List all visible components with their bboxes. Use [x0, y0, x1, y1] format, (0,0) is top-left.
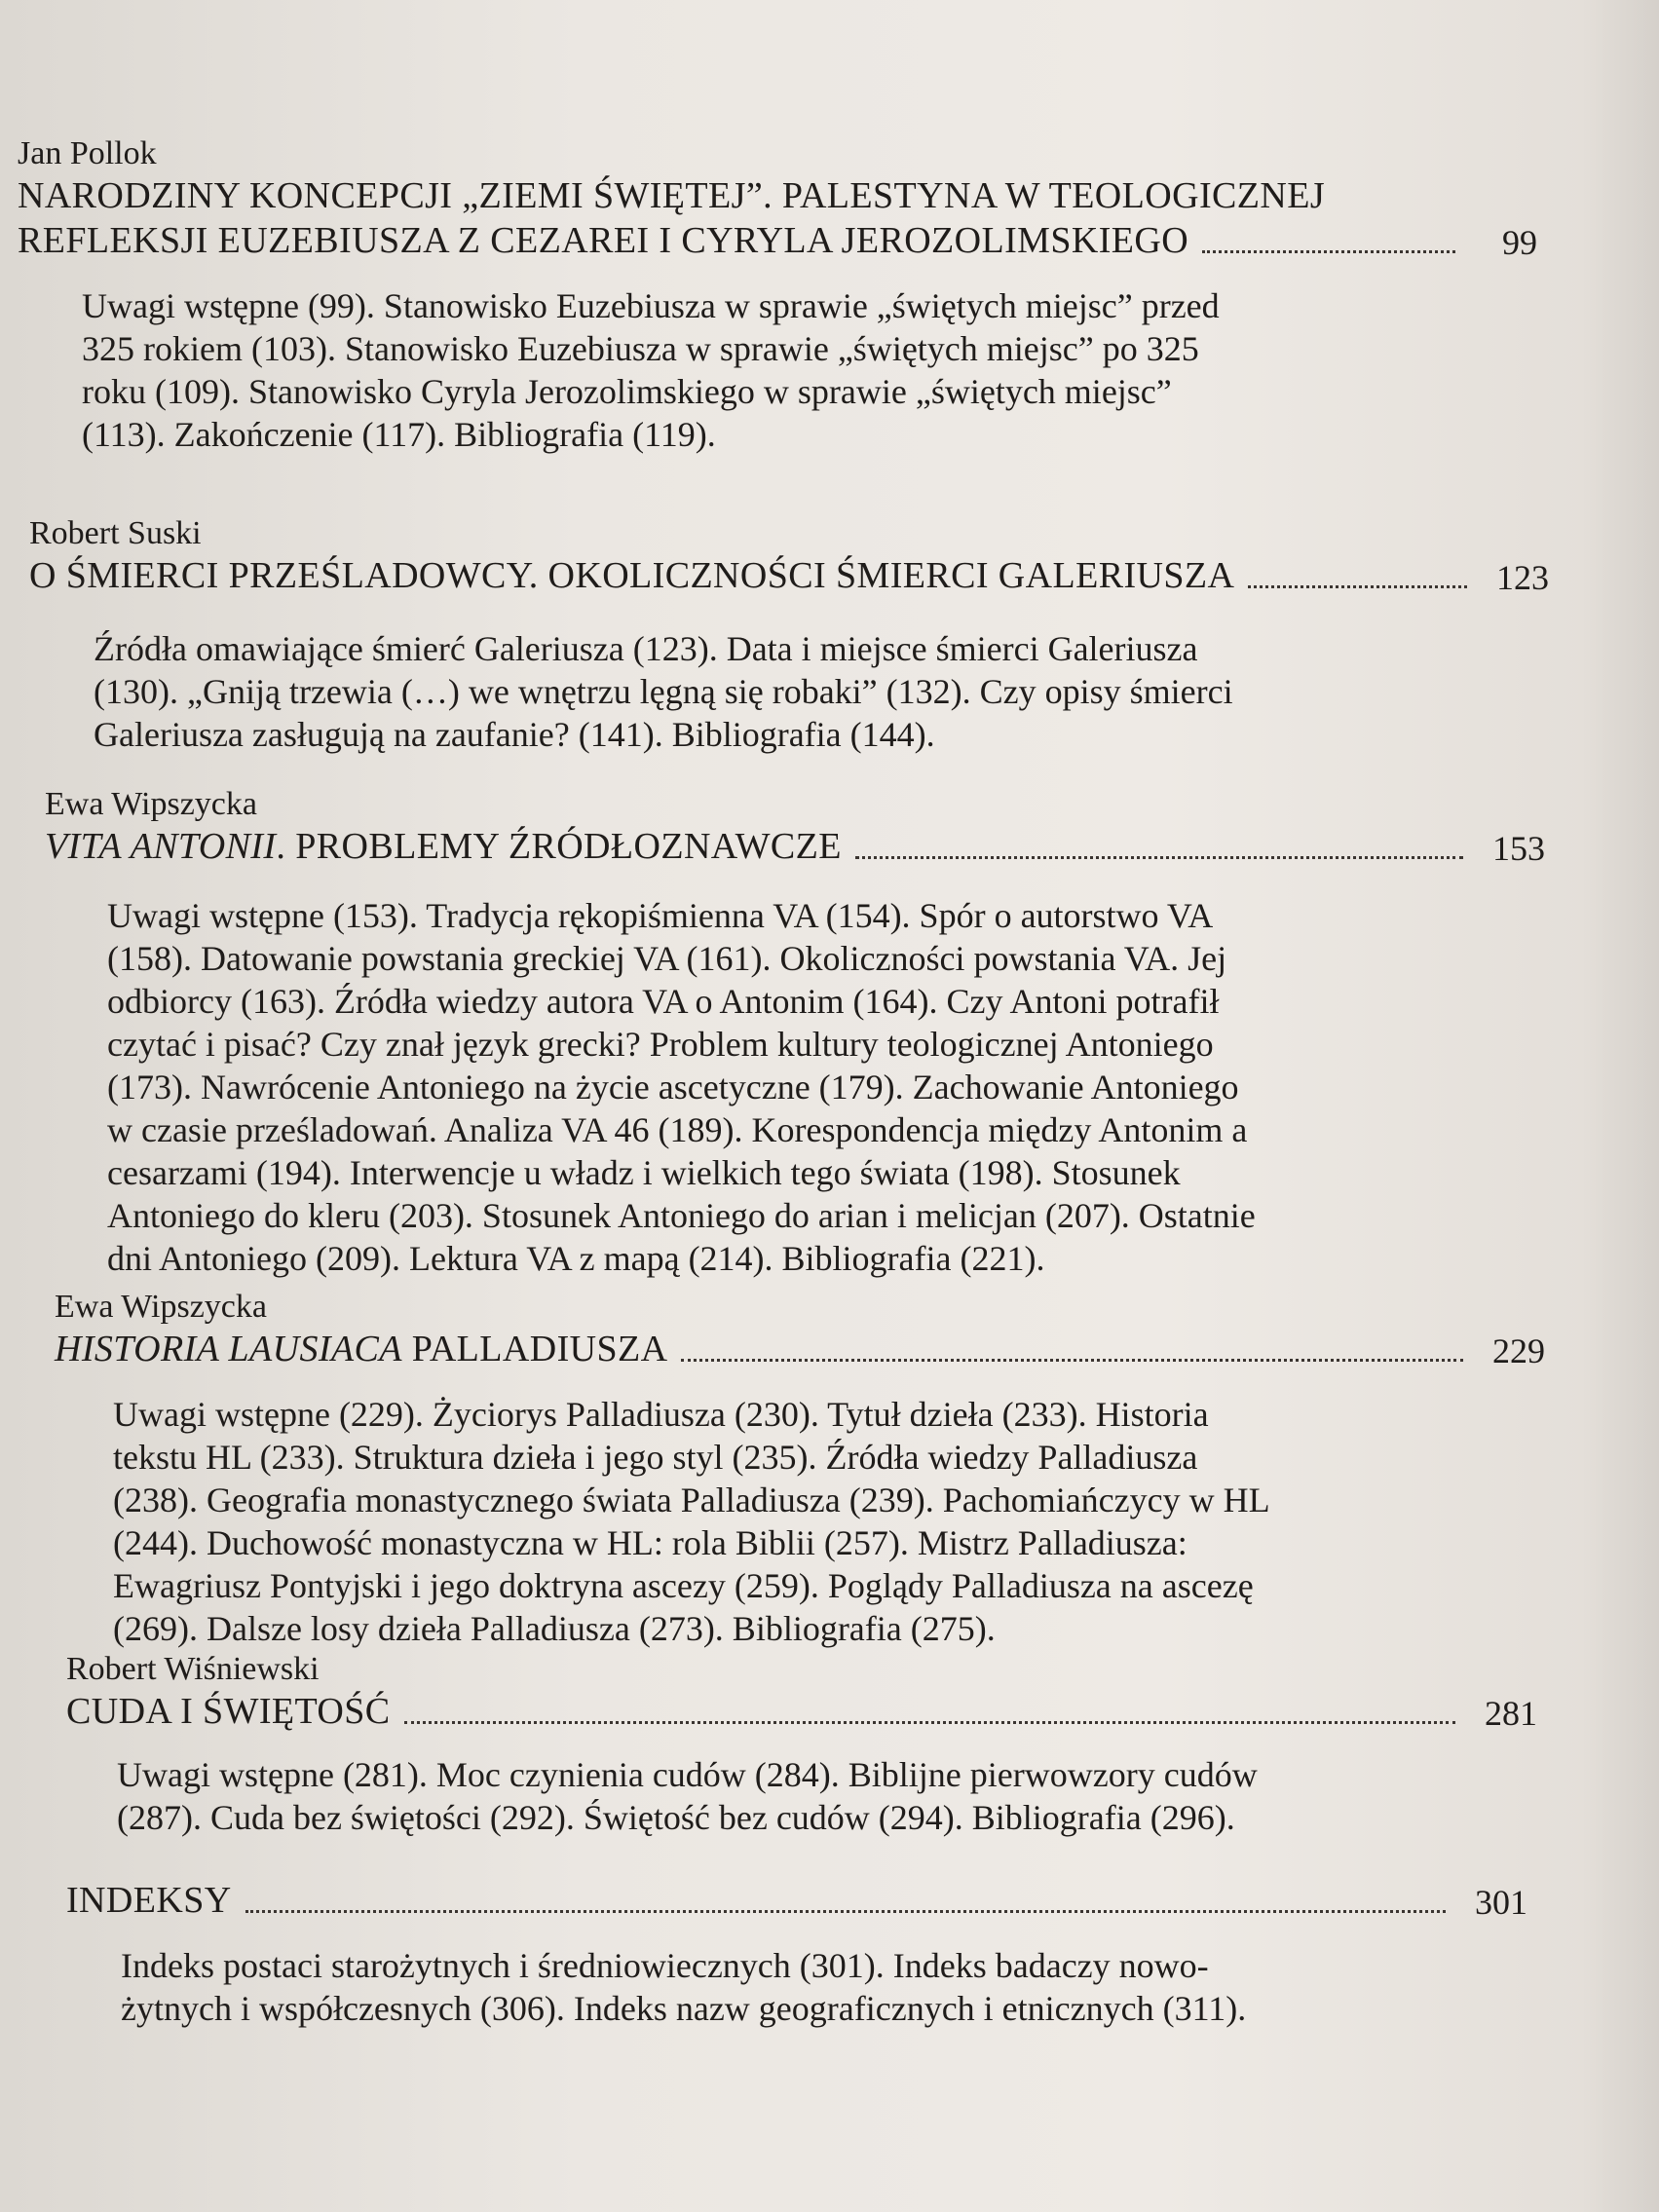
desc-line: Antoniego do kleru (203). Stosunek Antoniego do arian i melicjan (207). Ostatnie — [107, 1196, 1256, 1235]
leader-dots — [245, 1909, 1446, 1913]
entry-description — [113, 1393, 1418, 1650]
toc-entry-suski — [29, 514, 1549, 598]
entry-title-row — [66, 1689, 1537, 1734]
desc-line: cesarzami (194). Interwencje u władz i wielkich tego świata (198). Stosunek — [107, 1153, 1181, 1192]
desc-line: 325 rokiem (103). Stanowisko Euzebiusza w sprawie „świętych miejsc” po 325 — [82, 329, 1199, 368]
entry-title-italic: VITA ANTONII — [45, 826, 277, 867]
entry-page-number: 281 — [1485, 1694, 1537, 1733]
toc-entry-historia-lausiaca — [55, 1288, 1545, 1371]
desc-line: (173). Nawrócenie Antoniego na życie ascetyczne (179). Zachowanie Antoniego — [107, 1068, 1239, 1106]
entry-author: Jan Pollok — [18, 135, 157, 171]
entry-author: Ewa Wipszycka — [55, 1289, 267, 1325]
entry-author: Robert Wiśniewski — [66, 1651, 320, 1687]
entry-description — [107, 894, 1442, 1280]
leader-dots — [1202, 249, 1455, 253]
desc-line: (158). Datowanie powstania greckiej VA (161). Okoliczności powstania VA. Jej — [107, 939, 1227, 978]
entry-title-line: NARODZINY KONCEPCJI „ZIEMI ŚWIĘTEJ”. PALESTYNA W TEOLOGICZNEJ — [18, 175, 1326, 216]
entry-title-row — [18, 218, 1537, 263]
desc-line: czytać i pisać? Czy znał język grecki? Problem kultury teologicznej Antoniego — [107, 1025, 1214, 1064]
desc-line: Ewagriusz Pontyjski i jego doktryna ascezy (259). Poglądy Palladiusza na ascezę — [113, 1566, 1254, 1605]
entry-description — [82, 284, 1465, 456]
entry-title-line: REFLEKSJI EUZEBIUSZA Z CEZAREI I CYRYLA JEROZOLIMSKIEGO — [18, 220, 1189, 261]
desc-line: (287). Cuda bez świętości (292). Świętość bez cudów (294). Bibliografia (296). — [117, 1798, 1235, 1837]
entry-title-line: INDEKSY — [66, 1880, 232, 1921]
entry-description — [117, 1753, 1413, 1839]
entry-page-number: 99 — [1502, 223, 1537, 262]
desc-line: (238). Geografia monastycznego świata Palladiusza (239). Pachomiańczycy w HL — [113, 1481, 1270, 1519]
desc-line: (113). Zakończenie (117). Bibliografia (119). — [82, 415, 716, 454]
desc-line: dni Antoniego (209). Lektura VA z mapą (214). Bibliografia (221). — [107, 1239, 1045, 1278]
page-edge-shadow — [1581, 0, 1659, 2212]
entry-page-number: 153 — [1492, 829, 1545, 868]
entry-title-rest: . PROBLEMY ŹRÓDŁOZNAWCZE — [276, 826, 842, 867]
desc-line: Uwagi wstępne (281). Moc czynienia cudów (284). Biblijne pierwowzory cudów — [117, 1755, 1258, 1794]
entry-title-row — [45, 824, 1545, 869]
desc-line: (130). „Gniją trzewia (…) we wnętrzu lęgną się robaki” (132). Czy opisy śmierci — [94, 672, 1233, 711]
desc-line: tekstu HL (233). Struktura dzieła i jego styl (235). Źródła wiedzy Palladiusza — [113, 1438, 1198, 1477]
entry-title-line — [45, 824, 842, 869]
desc-line: w czasie prześladowań. Analiza VA 46 (189). Korespondencja między Antonim a — [107, 1110, 1248, 1149]
entry-description — [94, 627, 1467, 756]
entry-title-row — [55, 1327, 1545, 1371]
entry-page-number: 123 — [1496, 558, 1549, 597]
entry-description — [121, 1944, 1387, 2030]
leader-dots — [404, 1720, 1455, 1724]
desc-line: Uwagi wstępne (229). Życiorys Palladiusza (230). Tytuł dzieła (233). Historia — [113, 1395, 1209, 1434]
toc-entry-vita-antonii — [45, 785, 1545, 869]
desc-line: (244). Duchowość monastyczna w HL: rola Biblii (257). Mistrz Palladiusza: — [113, 1523, 1188, 1562]
entry-title-line: CUDA I ŚWIĘTOŚĆ — [66, 1691, 391, 1732]
desc-line: (269). Dalsze losy dzieła Palladiusza (273). Bibliografia (275). — [113, 1609, 996, 1648]
entry-title-line: O ŚMIERCI PRZEŚLADOWCY. OKOLICZNOŚCI ŚMIERCI GALERIUSZA — [29, 555, 1235, 596]
desc-line: Uwagi wstępne (99). Stanowisko Euzebiusza w sprawie „świętych miejsc” przed — [82, 286, 1220, 325]
desc-line: Indeks postaci starożytnych i średniowiecznych (301). Indeks badaczy nowo- — [121, 1946, 1209, 1985]
toc-entry-indeksy — [66, 1878, 1527, 1923]
entry-title-italic: HISTORIA LAUSIACA — [55, 1329, 402, 1369]
desc-line: roku (109). Stanowisko Cyryla Jerozolimskiego w sprawie „świętych miejsc” — [82, 372, 1172, 411]
desc-line: Źródła omawiające śmierć Galeriusza (123). Data i miejsce śmierci Galeriusza — [94, 629, 1198, 668]
entry-title-rest: PALLADIUSZA — [401, 1329, 668, 1369]
entry-author: Robert Suski — [29, 515, 202, 551]
desc-line: Galeriusza zasługują na zaufanie? (141). Bibliografia (144). — [94, 715, 935, 754]
entry-author: Ewa Wipszycka — [45, 786, 257, 822]
entry-page-number: 229 — [1492, 1331, 1545, 1370]
entry-title-row — [66, 1878, 1527, 1923]
desc-line: Uwagi wstępne (153). Tradycja rękopiśmienna VA (154). Spór o autorstwo VA — [107, 896, 1214, 935]
entry-page-number: 301 — [1475, 1883, 1527, 1922]
toc-entry-cuda — [66, 1650, 1537, 1734]
entry-title-line — [55, 1327, 667, 1371]
desc-line: odbiorcy (163). Źródła wiedzy autora VA o Antonim (164). Czy Antoni potrafił — [107, 982, 1220, 1021]
leader-dots — [681, 1358, 1463, 1362]
entry-title-row — [29, 553, 1549, 598]
desc-line: żytnych i współczesnych (306). Indeks nazw geograficznych i etnicznych (311). — [121, 1989, 1247, 2028]
leader-dots — [1248, 584, 1467, 588]
leader-dots — [855, 855, 1463, 859]
toc-entry-pollok — [18, 134, 1537, 263]
